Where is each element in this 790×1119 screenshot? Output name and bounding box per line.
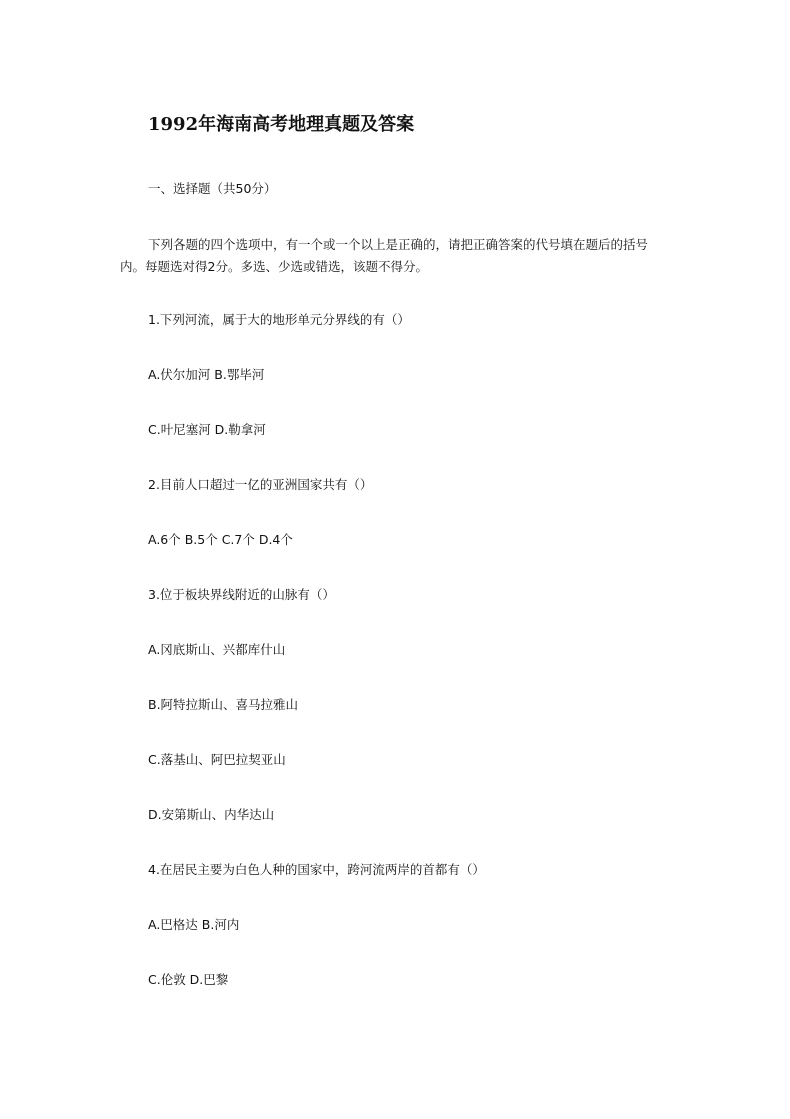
question-4: 4.在居民主要为白色人种的国家中，跨河流两岸的首都有（） — [148, 862, 485, 877]
question-3-option-a: A.冈底斯山、兴都库什山 — [148, 642, 286, 657]
question-4-options-cd: C.伦敦 D.巴黎 — [148, 972, 229, 987]
question-3-option-d: D.安第斯山、内华达山 — [148, 807, 275, 822]
question-3-option-b: B.阿特拉斯山、喜马拉雅山 — [148, 697, 299, 712]
question-2: 2.目前人口超过一亿的亚洲国家共有（） — [148, 477, 373, 492]
question-3-option-c: C.落基山、阿巴拉契亚山 — [148, 752, 286, 767]
question-2-options: A.6个 B.5个 C.7个 D.4个 — [148, 532, 293, 547]
section-heading: 一、选择题（共50分） — [148, 181, 277, 196]
question-1-options-cd: C.叶尼塞河 D.勒拿河 — [148, 422, 266, 437]
question-1-options-ab: A.伏尔加河 B.鄂毕河 — [148, 367, 265, 382]
document-title: 1992年海南高考地理真题及答案 — [148, 114, 415, 135]
question-1: 1.下列河流，属于大的地形单元分界线的有（） — [148, 312, 410, 327]
instructions-paragraph: 下列各题的四个选项中，有一个或一个以上是正确的，请把正确答案的代号填在题后的括号内。每题选对得2分。多选、少选或错选，该题不得分。 — [120, 237, 649, 274]
question-3: 3.位于板块界线附近的山脉有（） — [148, 587, 335, 602]
question-4-options-ab: A.巴格达 B.河内 — [148, 917, 240, 932]
